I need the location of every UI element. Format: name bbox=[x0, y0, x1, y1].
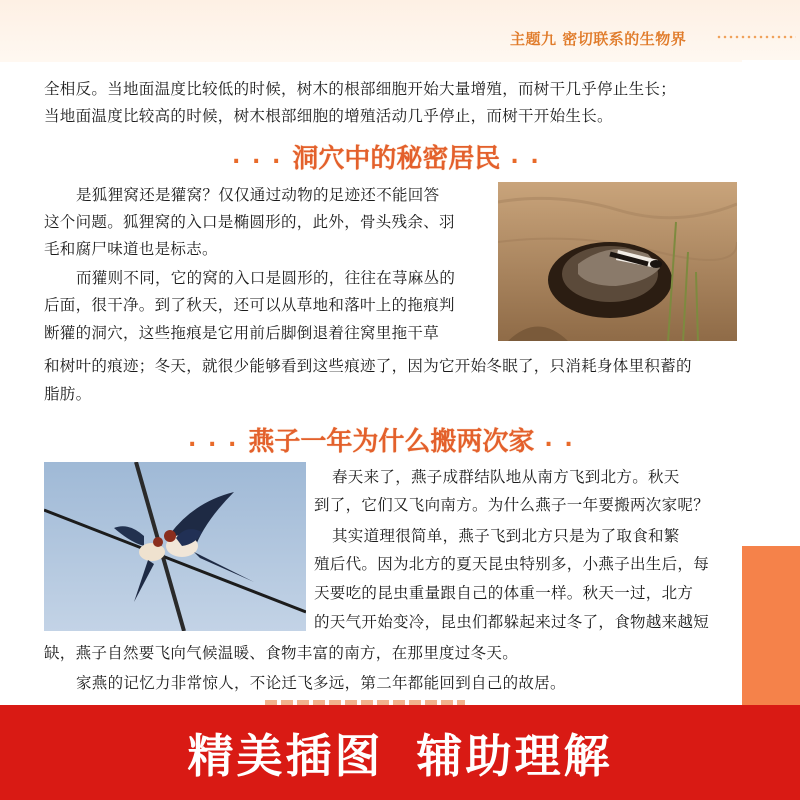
swallow-photo bbox=[44, 462, 306, 631]
section-heading-badger bbox=[232, 138, 541, 175]
badger-line: 这个问题。狐狸窝的入口是椭圆形的，此外，骨头残余、羽 bbox=[44, 213, 455, 231]
section-title: 燕子一年为什么搬两次家 bbox=[248, 427, 535, 457]
badger-line: 断獾的洞穴，这些拖痕是它用前后脚倒退着往窝里拖干草 bbox=[44, 324, 440, 342]
swallow-line: 春天来了，燕子成群结队地从南方飞到北方。秋天 bbox=[332, 468, 680, 486]
badger-line: 和树叶的痕迹；冬天，就很少能够看到这些痕迹了，因为它开始冬眠了，只消耗身体里积蓄的 bbox=[44, 357, 692, 375]
side-color-bar bbox=[742, 546, 800, 706]
swallow-line: 家燕的记忆力非常惊人，不论迁飞多远，第二年都能回到自己的故居。 bbox=[76, 674, 566, 692]
badger-line: 后面，很干净。到了秋天，还可以从草地和落叶上的拖痕判 bbox=[44, 296, 455, 314]
swallow-line: 缺，燕子自然要飞向气候温暖、食物丰富的南方，在那里度过冬天。 bbox=[44, 644, 519, 662]
section-title: 洞穴中的秘密居民 bbox=[292, 144, 501, 174]
swallow-line: 的天气开始变冷，昆虫们都躲起来过冬了，食物越来越短 bbox=[314, 613, 710, 631]
badger-illustration bbox=[498, 182, 737, 341]
section-heading-swallow bbox=[188, 421, 575, 458]
heading-dots-right: . . bbox=[510, 144, 541, 169]
header-dots bbox=[716, 35, 796, 39]
badger-line: 是狐狸窝还是獾窝？仅仅通过动物的足迹还不能回答 bbox=[76, 186, 440, 204]
heading-dots-right: . . bbox=[544, 427, 575, 452]
badger-photo bbox=[498, 182, 737, 341]
heading-dots-left: . . . bbox=[188, 427, 239, 452]
swallow-line: 其实道理很简单，燕子飞到北方只是为了取食和繁 bbox=[332, 527, 680, 545]
swallow-line: 殖后代。因为北方的夏天昆虫特别多，小燕子出生后，每 bbox=[314, 555, 710, 573]
heading-dots-left: . . . bbox=[232, 144, 283, 169]
swallow-line: 到了，它们又飞向南方。为什么燕子一年要搬两次家呢？ bbox=[314, 496, 710, 514]
badger-line: 而獾则不同，它的窝的入口是圆形的，往往在荨麻丛的 bbox=[76, 269, 456, 287]
chapter-title: 主题九 密切联系的生物界 bbox=[510, 30, 687, 48]
intro-line-2: 当地面温度比较高的时候，树木根部细胞的增殖活动几乎停止，而树干开始生长。 bbox=[44, 107, 613, 125]
badger-line: 脂肪。 bbox=[44, 385, 92, 403]
badger-line: 毛和腐尸味道也是标志。 bbox=[44, 240, 218, 258]
right-margin bbox=[742, 60, 800, 546]
swallow-illustration bbox=[44, 462, 306, 631]
swallow-line: 天要吃的昆虫重量跟自己的体重一样。秋天一过，北方 bbox=[314, 584, 694, 602]
banner-text: 精美插图 辅助理解 bbox=[187, 728, 613, 783]
promo-banner bbox=[0, 705, 800, 800]
intro-line-1: 全相反。当地面温度比较低的时候，树木的根部细胞开始大量增殖，而树干几乎停止生长； bbox=[44, 80, 677, 98]
